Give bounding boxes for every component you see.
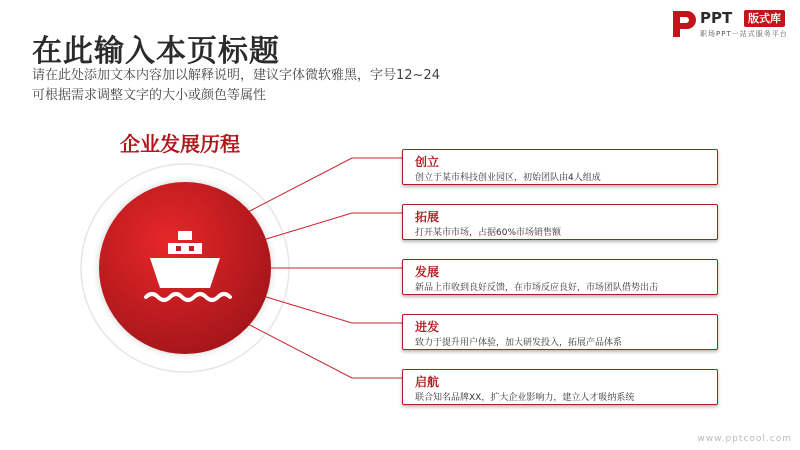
timeline-card-3: [402, 259, 718, 295]
brand-badge: 版式库: [744, 10, 785, 27]
section-title: 企业发展历程: [120, 132, 240, 156]
description-line-1: 请在此处添加文本内容加以解释说明，建议字体微软雅黑，字号12~24: [32, 68, 440, 83]
timeline-card-desc: 打开某市市场，占据60%市场销售额: [415, 228, 562, 238]
timeline-card-title: 发展: [415, 265, 440, 279]
timeline-card-title: 进发: [415, 320, 440, 334]
connector-line-1: [246, 158, 402, 213]
timeline-card-2: [402, 204, 718, 240]
connector-line-5: [246, 323, 402, 378]
timeline-card-desc: 新品上市收到良好反馈，在市场反应良好，市场团队借势出击: [415, 283, 659, 293]
timeline-card-4: [402, 314, 718, 350]
brand-tagline: 职场PPT一站式服务平台: [700, 30, 788, 38]
description-line-2: 可根据需求调整文字的大小或颜色等属性: [32, 88, 267, 103]
timeline-card-title: 创立: [415, 155, 440, 169]
page-title: 在此输入本页标题: [32, 34, 280, 69]
timeline-card-5: [402, 369, 718, 405]
timeline-card-1: [402, 149, 718, 185]
timeline-card-desc: 致力于提升用户体验，加大研发投入，拓展产品体系: [415, 338, 623, 348]
timeline-card-title: 启航: [415, 375, 440, 389]
timeline-card-desc: 联合知名品牌XX，扩大企业影响力，建立人才吸纳系统: [415, 393, 635, 403]
timeline-card-title: 拓展: [415, 210, 440, 224]
watermark: www.pptcool.com: [697, 434, 792, 444]
brand-name: PPT: [700, 9, 733, 27]
timeline-card-desc: 创立于某市科技创业园区，初始团队由4人组成: [415, 173, 601, 183]
